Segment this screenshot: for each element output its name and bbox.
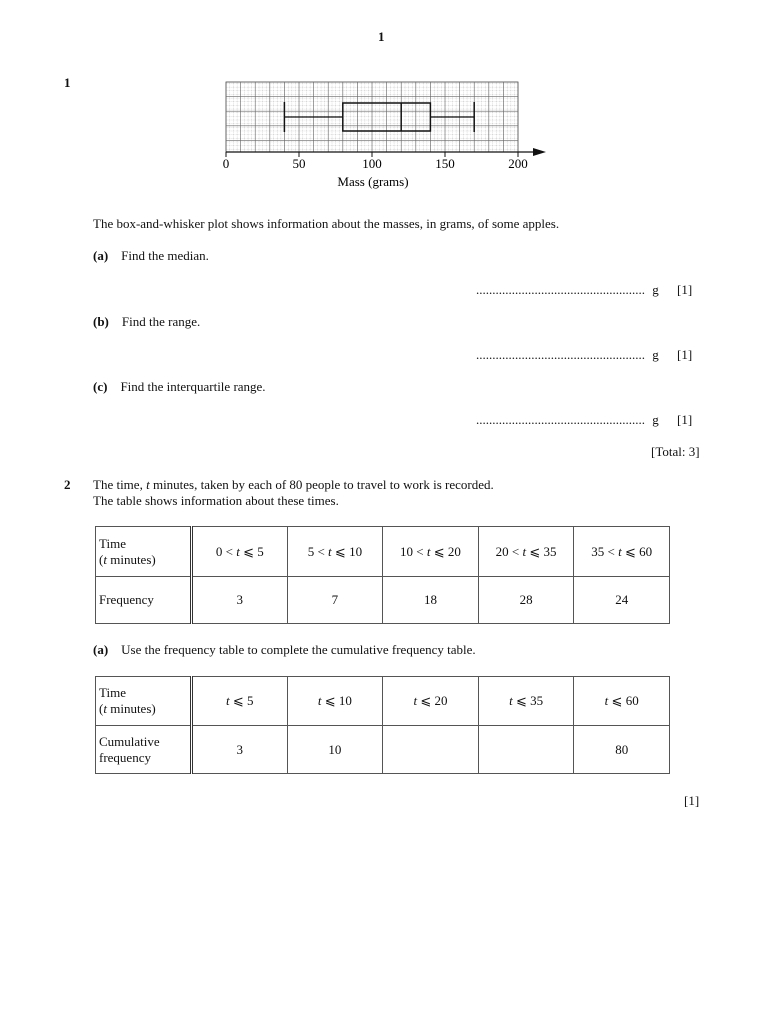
x-tick-label: 200 (508, 156, 528, 171)
part-label: (c) (93, 379, 108, 394)
table-row (96, 726, 670, 774)
table-row (96, 677, 670, 726)
x-tick-label: 50 (292, 156, 306, 171)
interval-cell: 35 < t ⩽ 60 (574, 527, 670, 577)
marks-label: [1] (677, 282, 693, 297)
part-label: (a) (93, 642, 109, 657)
part-text: Find the median. (121, 248, 209, 263)
part-text: Find the interquartile range. (120, 379, 266, 394)
variable-t: t (146, 477, 150, 492)
page-number: 1 (378, 29, 385, 44)
answer-dots[interactable]: .................................................... (476, 412, 645, 427)
cumulative-answer-cell[interactable] (478, 726, 574, 774)
answer-line-1a[interactable] (476, 282, 692, 298)
cumulative-cell: 80 (574, 726, 670, 774)
x-axis-arrowhead (533, 148, 546, 156)
question-2-number: 2 (64, 477, 71, 492)
time-header-cell: Time (t minutes) (96, 527, 192, 577)
x-tick-label: 100 (362, 156, 382, 171)
frequency-cell: 18 (383, 577, 479, 624)
unit-label: g (652, 282, 659, 297)
question-1-number: 1 (64, 75, 71, 90)
x-tick-label: 0 (222, 156, 230, 171)
frequency-cell: 24 (574, 577, 670, 624)
cumulative-frequency-table (95, 676, 670, 774)
bound-cell: t ⩽ 60 (574, 677, 670, 726)
part-label: (b) (93, 314, 109, 329)
cumulative-header-cell: Cumulative frequency (96, 726, 192, 774)
cumulative-answer-cell[interactable] (383, 726, 479, 774)
bound-cell: t ⩽ 20 (383, 677, 479, 726)
stem-line-1: The time, t minutes, taken by each of 80 people to travel to work is recorded. (93, 477, 494, 492)
x-axis-ticks (223, 152, 528, 171)
question-1-stem: The box-and-whisker plot shows information about the masses, in grams, of some apples. (93, 216, 560, 231)
question-1a-prompt (93, 248, 209, 264)
interval-cell: 20 < t ⩽ 35 (478, 527, 574, 577)
marks-label: [1] (677, 347, 693, 362)
bound-cell: t ⩽ 10 (287, 677, 383, 726)
marks-label: [1] (677, 412, 693, 427)
frequency-header-cell: Frequency (96, 577, 192, 624)
answer-line-1b[interactable] (476, 347, 692, 363)
question-2a-prompt (93, 642, 476, 658)
answer-line-1c[interactable] (476, 412, 692, 428)
cumulative-cell: 3 (192, 726, 288, 774)
question-1b-prompt (93, 314, 200, 330)
frequency-cell: 7 (287, 577, 383, 624)
frequency-table (95, 526, 670, 624)
part-text: Use the frequency table to complete the cumulative frequency table. (121, 642, 476, 657)
frequency-cell: 3 (192, 577, 288, 624)
x-tick-label: 150 (435, 156, 455, 171)
interval-cell: 10 < t ⩽ 20 (383, 527, 479, 577)
question-1-total: [Total: 3] (651, 444, 700, 459)
table-row (96, 527, 670, 577)
frequency-cell: 28 (478, 577, 574, 624)
question-2-stem (93, 477, 494, 509)
answer-dots[interactable]: .................................................... (476, 347, 645, 362)
unit-label: g (652, 347, 659, 362)
stem-line-2: The table shows information about these times. (93, 493, 339, 508)
table-row (96, 577, 670, 624)
part-text: Find the range. (121, 314, 201, 329)
time-header-cell: Time (t minutes) (96, 677, 192, 726)
box-and-whisker-plot (215, 76, 555, 194)
bound-cell: t ⩽ 5 (192, 677, 288, 726)
bound-cell: t ⩽ 35 (478, 677, 574, 726)
unit-label: g (652, 412, 659, 427)
question-2a-marks: [1] (684, 793, 700, 808)
interval-cell: 5 < t ⩽ 10 (287, 527, 383, 577)
cumulative-cell: 10 (287, 726, 383, 774)
x-axis-label: Mass (grams) (337, 174, 409, 189)
answer-dots[interactable]: .................................................... (476, 282, 645, 297)
part-label: (a) (93, 248, 109, 263)
question-1c-prompt (93, 379, 266, 395)
interval-cell: 0 < t ⩽ 5 (192, 527, 288, 577)
